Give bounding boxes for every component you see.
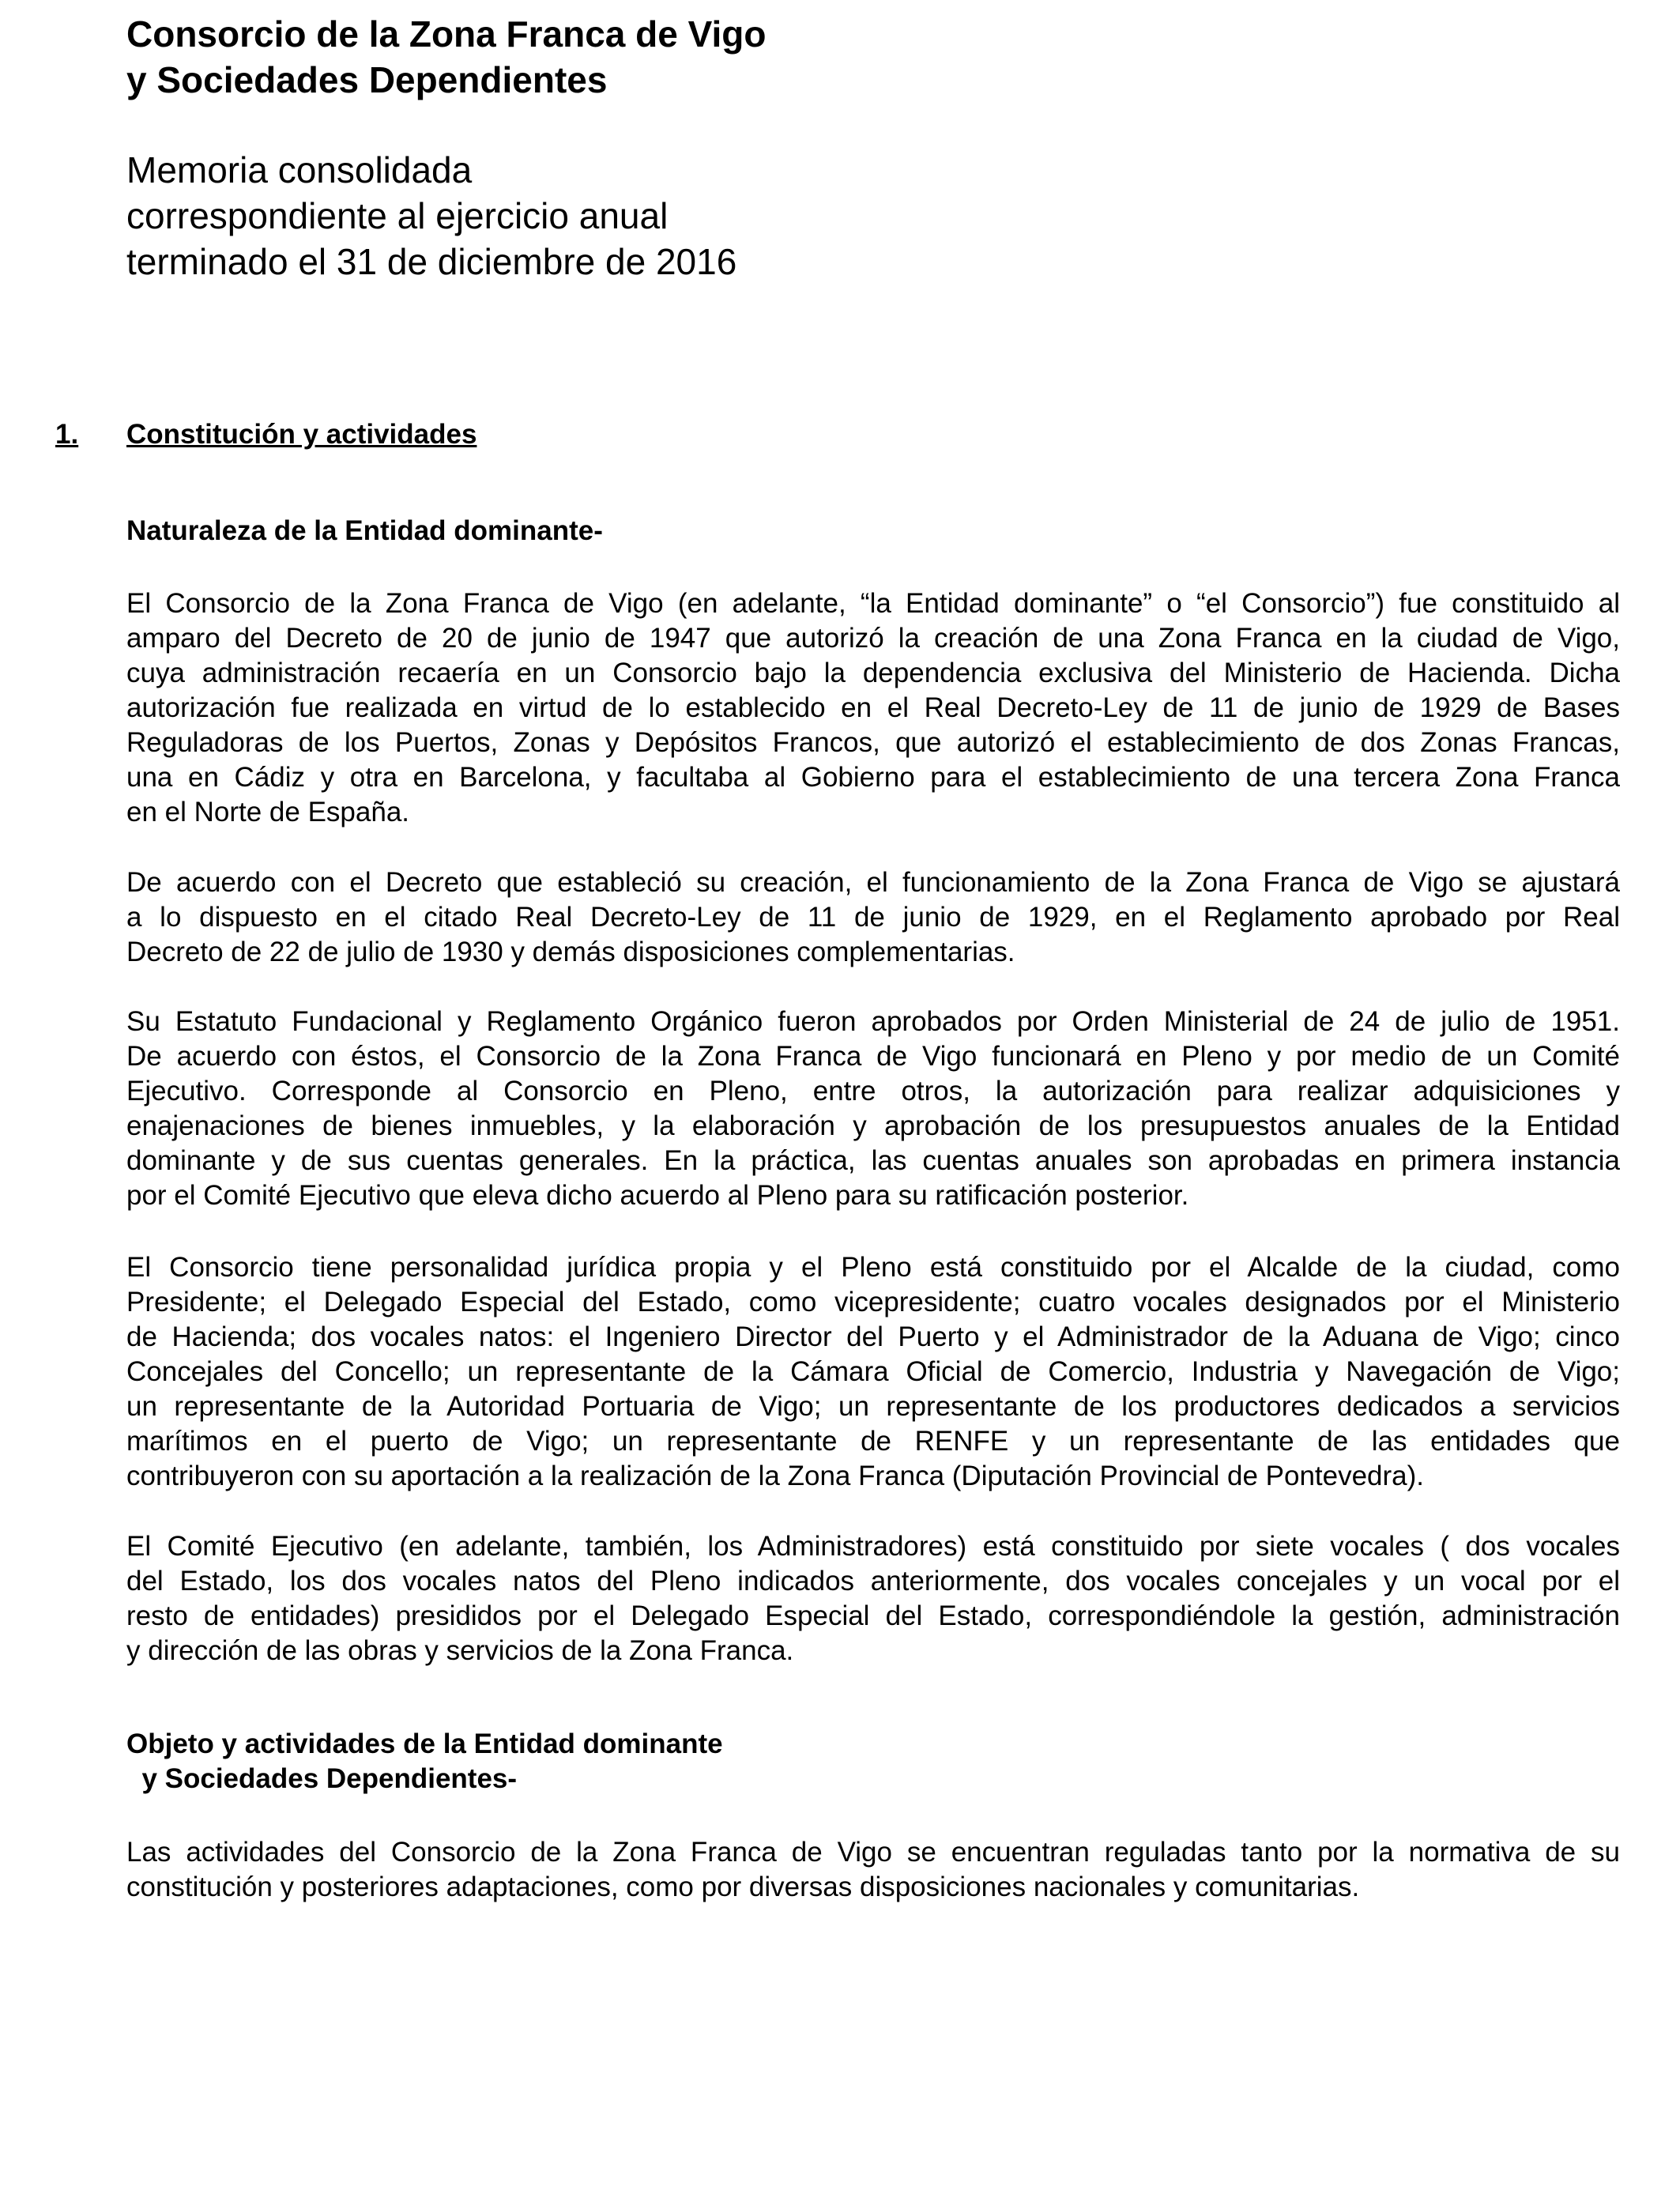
paragraph-line: y dirección de las obras y servicios de la Zona Franca. (126, 1635, 794, 1666)
paragraph-line: del Estado, los dos vocales natos del Pleno indicados anteriormente, dos vocales concejales y un vocal por el (126, 1566, 1620, 1596)
title-line: Consorcio de la Zona Franca de Vigo (126, 13, 767, 55)
subheading-line: y Sociedades Dependientes- (126, 1763, 518, 1794)
paragraph-line: Decreto de 22 de julio de 1930 y demás disposiciones complementarias. (126, 937, 1015, 967)
paragraph-line: una en Cádiz y otra en Barcelona, y facultaba al Gobierno para el establecimiento de una tercera Zona Franca (126, 762, 1620, 793)
subtitle-line: terminado el 31 de diciembre de 2016 (126, 241, 737, 282)
paragraph (126, 586, 1620, 830)
subheading-objeto (126, 1727, 723, 1796)
paragraph-line: Ejecutivo. Corresponde al Consorcio en Pleno, entre otros, la autorización para realizar adquisiciones y (126, 1076, 1620, 1106)
paragraph (126, 1835, 1620, 1905)
paragraph-line: Concejales del Concello; un representante de la Cámara Oficial de Comercio, Industria y Navegación de Vigo; (126, 1356, 1620, 1387)
paragraph-line: El Comité Ejecutivo (en adelante, también, los Administradores) está constituido por siete vocales ( dos vocales (126, 1531, 1620, 1562)
document-subtitle (126, 147, 736, 285)
paragraph-line: enajenaciones de bienes inmuebles, y la elaboración y aprobación de los presupuestos anuales de la Entidad (126, 1110, 1620, 1141)
subtitle-line: correspondiente al ejercicio anual (126, 195, 669, 236)
paragraph-line: un representante de la Autoridad Portuaria de Vigo; un representante de los productores dedicados a servicios (126, 1391, 1620, 1422)
paragraph-line: autorización fue realizada en virtud de lo establecido en el Real Decreto-Ley de 11 de junio de 1929 de Bases (126, 692, 1620, 723)
paragraph-line: constitución y posteriores adaptaciones, como por diversas disposiciones nacionales y comunitarias. (126, 1872, 1360, 1902)
paragraph-line: De acuerdo con éstos, el Consorcio de la Zona Franca de Vigo funcionará en Pleno y por medio de un Comité (126, 1041, 1620, 1072)
section-heading (55, 417, 477, 452)
paragraph-line: cuya administración recaería en un Consorcio bajo la dependencia exclusiva del Ministerio de Hacienda. Dicha (126, 658, 1620, 688)
paragraph-line: resto de entidades) presididos por el Delegado Especial del Estado, correspondiéndole la gestión, administración (126, 1600, 1620, 1631)
document-title (126, 11, 766, 103)
paragraph (126, 865, 1620, 970)
paragraph-line: contribuyeron con su aportación a la realización de la Zona Franca (Diputación Provincial de Pontevedra). (126, 1461, 1425, 1491)
subheading-naturaleza: Naturaleza de la Entidad dominante- (126, 515, 603, 546)
paragraph-line: a lo dispuesto en el citado Real Decreto-Ley de 11 de junio de 1929, en el Reglamento aprobado por Real (126, 902, 1620, 933)
paragraph-line: El Consorcio de la Zona Franca de Vigo (en adelante, “la Entidad dominante” o “el Consorcio”) fue constituido al (126, 588, 1620, 619)
paragraph (126, 1005, 1620, 1213)
paragraph-line: de Hacienda; dos vocales natos: el Ingeniero Director del Puerto y el Administrador de la Aduana de Vigo; cinco (126, 1321, 1620, 1352)
paragraph-line: Su Estatuto Fundacional y Reglamento Orgánico fueron aprobados por Orden Ministerial de 24 de julio de 1951. (126, 1006, 1620, 1037)
paragraph (126, 1529, 1620, 1668)
paragraph-line: Presidente; el Delegado Especial del Estado, como vicepresidente; cuatro vocales designados por el Ministerio (126, 1287, 1620, 1318)
paragraph-line: en el Norte de España. (126, 797, 410, 827)
paragraph (126, 1250, 1620, 1494)
subtitle-line: Memoria consolidada (126, 149, 473, 190)
section-number: 1. (55, 419, 79, 450)
paragraph-line: El Consorcio tiene personalidad jurídica propia y el Pleno está constituido por el Alcalde de la ciudad, como (126, 1252, 1620, 1283)
paragraph-line: dominante y de sus cuentas generales. En la práctica, las cuentas anuales son aprobadas en primera instancia (126, 1145, 1620, 1176)
paragraph-line: Reguladoras de los Puertos, Zonas y Depósitos Francos, que autorizó el establecimiento de dos Zonas Francas, (126, 727, 1620, 758)
paragraph-line: amparo del Decreto de 20 de junio de 1947 que autorizó la creación de una Zona Franca en la ciudad de Vigo, (126, 623, 1620, 654)
title-line: y Sociedades Dependientes (126, 59, 608, 100)
paragraph-line: por el Comité Ejecutivo que eleva dicho acuerdo al Pleno para su ratificación posterior. (126, 1180, 1189, 1211)
section-title: Constitución y actividades (126, 419, 477, 450)
paragraph-line: Las actividades del Consorcio de la Zona Franca de Vigo se encuentran reguladas tanto por la normativa de su (126, 1837, 1620, 1868)
paragraph-line: De acuerdo con el Decreto que estableció su creación, el funcionamiento de la Zona Franca de Vigo se ajustará (126, 867, 1620, 898)
subheading-line: Objeto y actividades de la Entidad dominante (126, 1728, 723, 1759)
paragraph-line: marítimos en el puerto de Vigo; un representante de RENFE y un representante de las entidades que (126, 1426, 1620, 1457)
